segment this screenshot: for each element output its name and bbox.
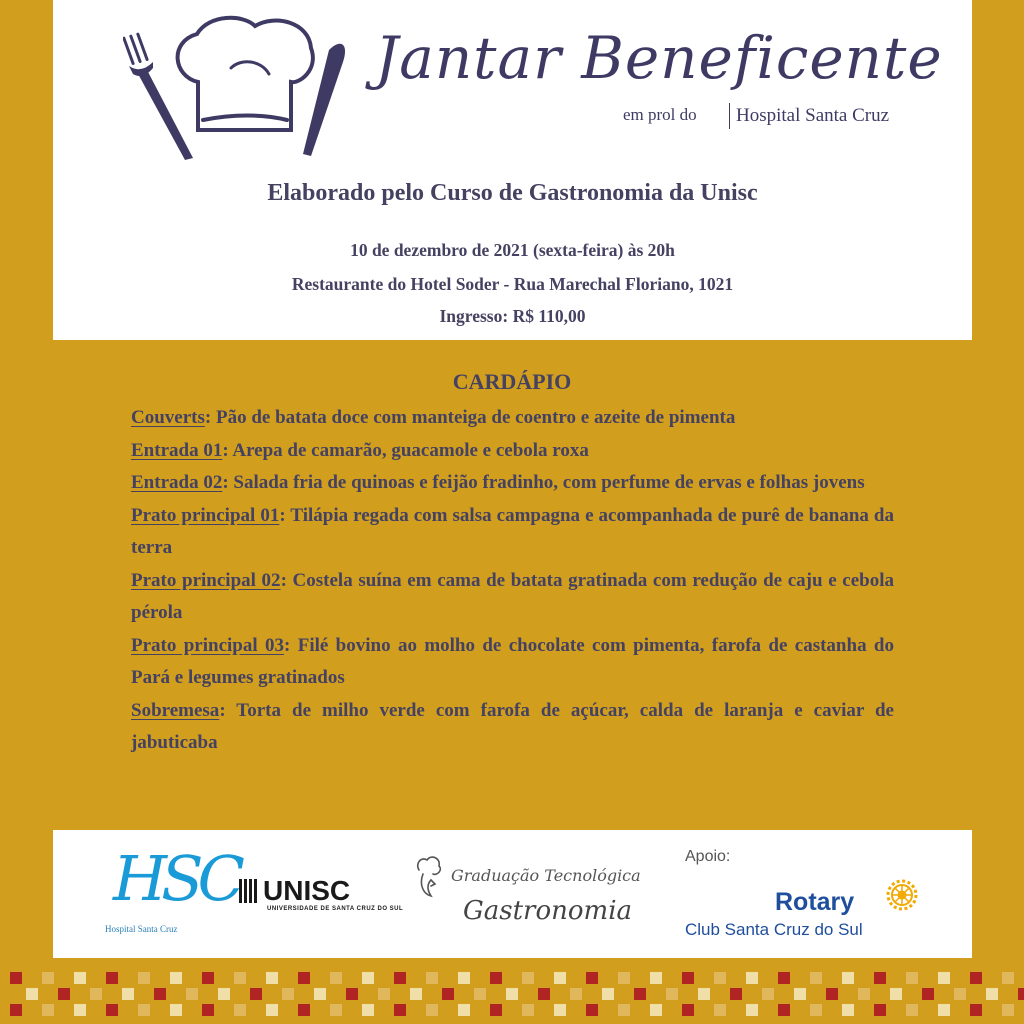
- decor-square: [282, 988, 294, 1000]
- decor-square: [490, 972, 502, 984]
- menu-item-sobremesa: [131, 695, 894, 760]
- decor-square: [314, 988, 326, 1000]
- decor-square: [138, 972, 150, 984]
- unisc-bars-icon: [239, 879, 259, 903]
- decor-square: [810, 1004, 822, 1016]
- decor-square: [42, 972, 54, 984]
- menu-item-text: : Salada fria de quinoas e feijão fradinho, com perfume de ervas e folhas jovens: [222, 472, 865, 493]
- decor-square: [842, 1004, 854, 1016]
- decor-square: [538, 988, 550, 1000]
- decor-square: [426, 1004, 438, 1016]
- decor-square: [714, 972, 726, 984]
- decor-square: [810, 972, 822, 984]
- event-ticket-price: Ingresso: R$ 110,00: [439, 306, 586, 326]
- decor-square: [10, 1004, 22, 1016]
- decor-square: [954, 988, 966, 1000]
- menu-item-prato-principal-02: [131, 565, 894, 630]
- decor-square: [938, 1004, 950, 1016]
- decor-square: [394, 1004, 406, 1016]
- decor-square: [202, 1004, 214, 1016]
- decor-square: [1018, 988, 1024, 1000]
- menu-title: CARDÁPIO: [452, 369, 572, 394]
- decor-square: [362, 1004, 374, 1016]
- decor-square: [826, 988, 838, 1000]
- menu-item-label: Prato principal 03: [131, 634, 285, 656]
- menu-list: [131, 402, 894, 760]
- menu-item-label: Entrada 02: [131, 472, 223, 493]
- decor-square: [378, 988, 390, 1000]
- decor-square: [570, 988, 582, 1000]
- decor-square: [682, 1004, 694, 1016]
- decor-square: [218, 988, 230, 1000]
- decor-square: [362, 972, 374, 984]
- decor-square: [778, 1004, 790, 1016]
- decor-square: [490, 1004, 502, 1016]
- decor-square: [394, 972, 406, 984]
- unisc-logo-caption: UNIVERSIDADE DE SANTA CRUZ DO SUL: [267, 906, 404, 912]
- menu-item-label: Entrada 01: [131, 439, 223, 461]
- decor-square: [266, 1004, 278, 1016]
- decor-square: [250, 988, 262, 1000]
- decor-square: [938, 972, 950, 984]
- decor-square: [42, 1004, 54, 1016]
- decor-square: [746, 1004, 758, 1016]
- menu-item-label: Prato principal 02: [131, 569, 281, 591]
- decor-square: [154, 988, 166, 1000]
- chef-hat-cutlery-icon: [123, 8, 353, 163]
- decor-square: [330, 972, 342, 984]
- decor-square: [906, 972, 918, 984]
- menu-item-entrada-01: [131, 435, 894, 468]
- event-venue: Restaurante do Hotel Soder - Rua Marechal Floriano, 1021: [291, 274, 734, 294]
- decor-square: [266, 972, 278, 984]
- header-panel: [53, 0, 972, 340]
- decor-square: [74, 1004, 86, 1016]
- hsc-logo-caption: Hospital Santa Cruz: [105, 924, 178, 934]
- menu-item-text: : Torta de milho verde com farofa de açúcar, calda de laranja e caviar de jabuticaba: [131, 699, 894, 753]
- chef-face-icon: [413, 854, 445, 904]
- decor-square: [778, 972, 790, 984]
- rotary-logo: [685, 878, 925, 948]
- decor-square: [122, 988, 134, 1000]
- decor-square: [682, 972, 694, 984]
- decor-square: [138, 1004, 150, 1016]
- decor-square: [650, 1004, 662, 1016]
- decor-square: [346, 988, 358, 1000]
- gastronomia-line1: Graduação Tecnológica: [451, 866, 641, 885]
- decor-square: [586, 1004, 598, 1016]
- menu-item-text: : Arepa de camarão, guacamole e cebola roxa: [222, 439, 589, 461]
- gastronomia-logo: [413, 854, 641, 944]
- decor-square: [922, 988, 934, 1000]
- decor-square: [202, 972, 214, 984]
- event-title: Jantar Beneficente: [375, 24, 943, 92]
- decor-square: [298, 1004, 310, 1016]
- decor-square: [58, 988, 70, 1000]
- decor-square: [618, 972, 630, 984]
- decor-square: [74, 972, 86, 984]
- rotary-club-name: Club Santa Cruz do Sul: [685, 920, 863, 939]
- menu-item-couverts: [131, 402, 894, 435]
- decor-square: [586, 972, 598, 984]
- organizer-line: Elaborado pelo Curso de Gastronomia da Unisc: [267, 180, 758, 206]
- decor-square: [634, 988, 646, 1000]
- menu-item-text: : Filé bovino ao molho de chocolate com pimenta, farofa de castanha do Pará e legumes gratinados: [131, 634, 894, 688]
- decor-square: [474, 988, 486, 1000]
- decor-square: [650, 972, 662, 984]
- menu-item-label: Prato principal 01: [131, 504, 280, 526]
- rotary-name: Rotary: [775, 888, 855, 916]
- decor-square: [442, 988, 454, 1000]
- menu-item-prato-principal-01: [131, 500, 894, 565]
- decor-square: [234, 1004, 246, 1016]
- rotary-wheel-icon: [885, 878, 919, 912]
- decor-square: [730, 988, 742, 1000]
- decor-square: [298, 972, 310, 984]
- event-subtitle-prefix: em prol do: [623, 105, 697, 124]
- decor-square: [410, 988, 422, 1000]
- menu-item-text: : Pão de batata doce com manteiga de coentro e azeite de pimenta: [204, 407, 736, 428]
- menu-item-text: : Tilápia regada com salsa campagna e acompanhada de purê de banana da terra: [131, 504, 894, 558]
- decor-square: [714, 1004, 726, 1016]
- decor-square: [874, 972, 886, 984]
- decor-square: [890, 988, 902, 1000]
- menu-item-text: : Costela suína em cama de batata gratinada com redução de caju e cebola pérola: [131, 569, 894, 623]
- event-subtitle-hospital: Hospital Santa Cruz: [729, 103, 889, 129]
- sponsor-footer: [53, 830, 972, 958]
- decor-square: [90, 988, 102, 1000]
- menu-item-label: Couverts: [131, 407, 205, 428]
- decor-square: [26, 988, 38, 1000]
- hsc-logo-mark: HSC: [113, 842, 239, 915]
- decor-square: [522, 1004, 534, 1016]
- decor-square: [170, 972, 182, 984]
- decor-square: [1002, 972, 1014, 984]
- decor-square: [762, 988, 774, 1000]
- menu-item-entrada-02: [131, 467, 894, 500]
- decor-square: [554, 972, 566, 984]
- decor-square: [170, 1004, 182, 1016]
- decor-square: [186, 988, 198, 1000]
- decor-square: [10, 972, 22, 984]
- decor-square: [842, 972, 854, 984]
- decor-square: [986, 988, 998, 1000]
- decor-square: [874, 1004, 886, 1016]
- decor-square: [602, 988, 614, 1000]
- decor-square: [970, 1004, 982, 1016]
- menu-item-prato-principal-03: [131, 630, 894, 695]
- decor-square: [970, 972, 982, 984]
- gastronomia-line2: Gastronomia: [463, 896, 633, 926]
- decor-square: [106, 972, 118, 984]
- decor-square: [506, 988, 518, 1000]
- decorative-squares-border: [0, 962, 1024, 1024]
- decor-square: [106, 1004, 118, 1016]
- hsc-logo: [105, 840, 239, 940]
- menu-item-label: Sobremesa: [131, 699, 220, 721]
- decor-square: [234, 972, 246, 984]
- decor-square: [1002, 1004, 1014, 1016]
- decor-square: [906, 1004, 918, 1016]
- apoio-label: Apoio:: [685, 848, 731, 865]
- decor-square: [666, 988, 678, 1000]
- unisc-logo-name: UNISC: [263, 875, 351, 906]
- decor-square: [554, 1004, 566, 1016]
- decor-square: [698, 988, 710, 1000]
- event-date: 10 de dezembro de 2021 (sexta-feira) às 20h: [350, 240, 675, 260]
- decor-square: [426, 972, 438, 984]
- decor-square: [746, 972, 758, 984]
- decor-square: [618, 1004, 630, 1016]
- decor-square: [458, 972, 470, 984]
- decor-square: [330, 1004, 342, 1016]
- decor-square: [458, 1004, 470, 1016]
- decor-square: [522, 972, 534, 984]
- decor-square: [858, 988, 870, 1000]
- unisc-logo: [239, 876, 403, 912]
- decor-square: [794, 988, 806, 1000]
